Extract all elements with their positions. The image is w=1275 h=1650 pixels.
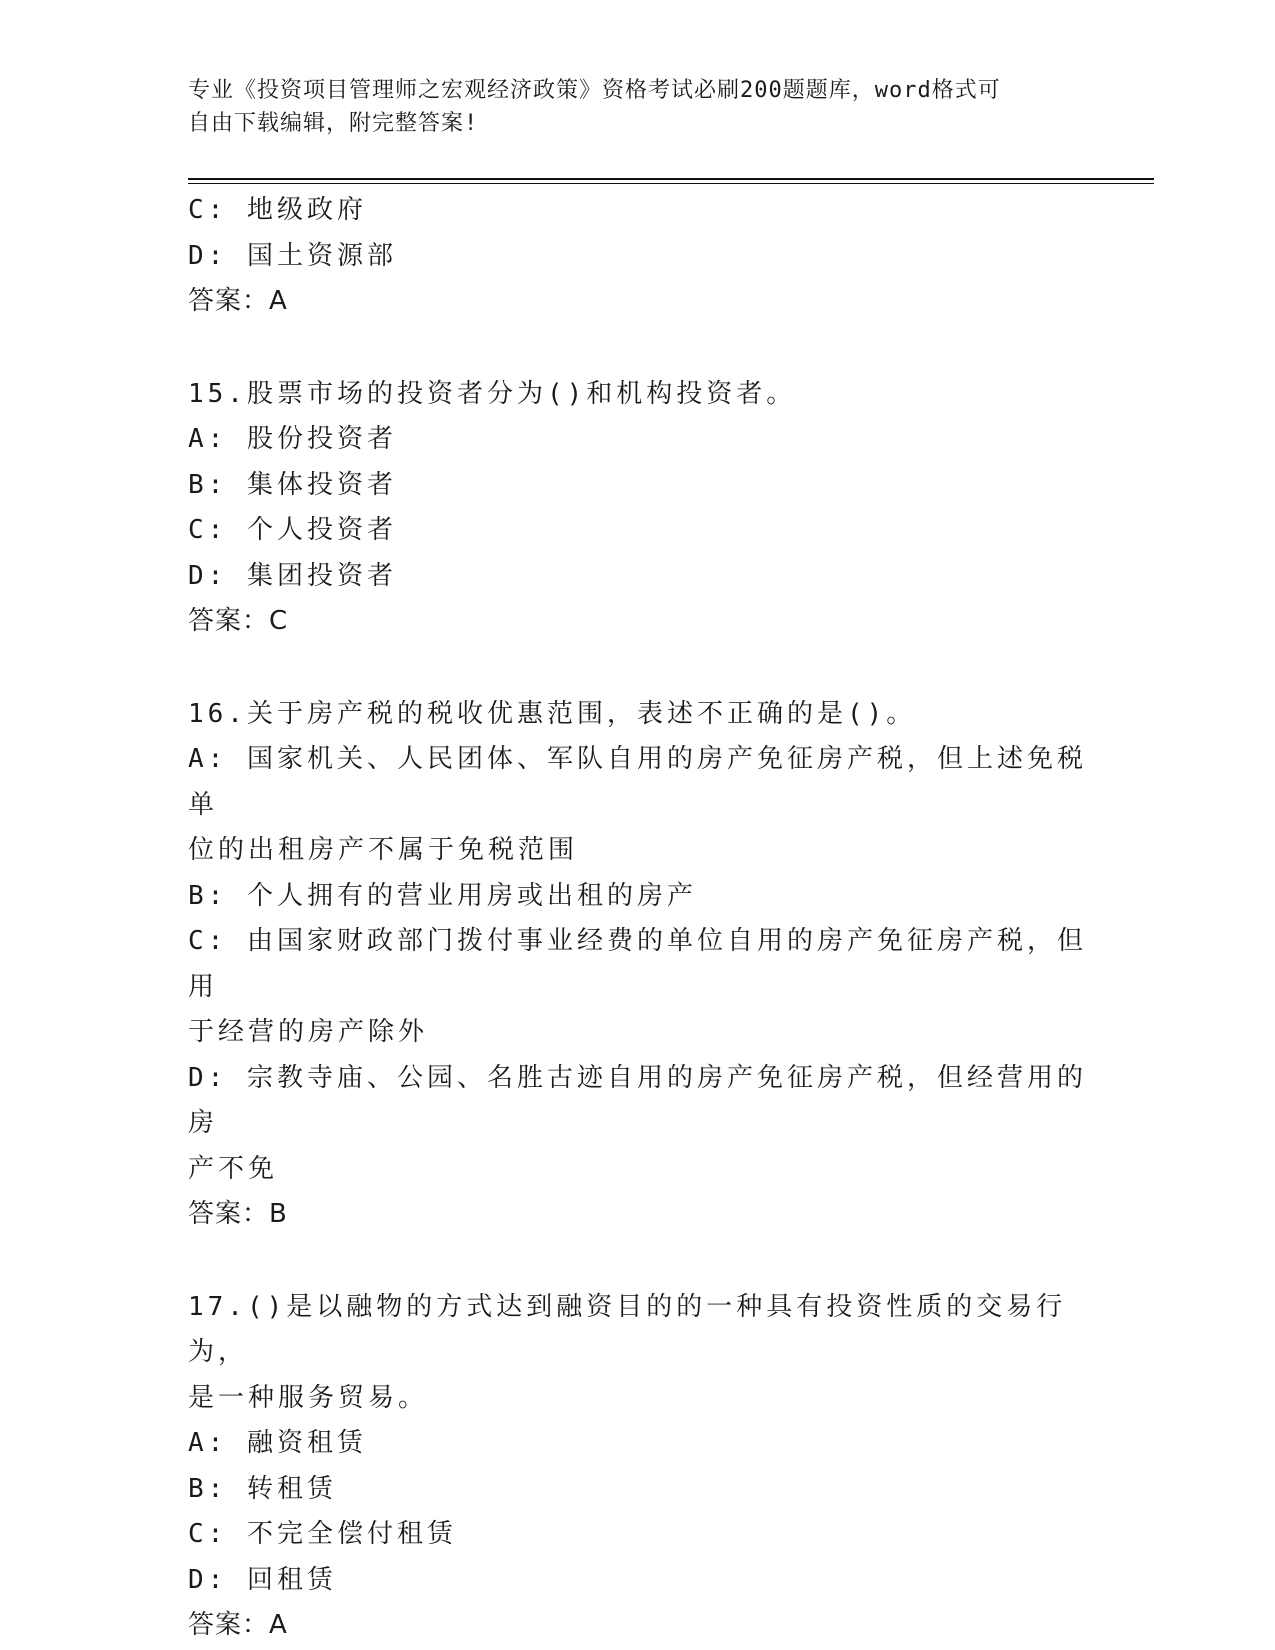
answer: 答案：A (188, 1610, 288, 1640)
header-line-2: 自由下载编辑，附完整答案! (188, 111, 479, 136)
question-list (188, 188, 1088, 1649)
option-c: C: 地级政府 (188, 195, 367, 225)
spacer (188, 645, 1088, 692)
question-15 (188, 372, 1088, 645)
answer: 答案：B (188, 1199, 288, 1229)
answer: 答案：C (188, 606, 289, 636)
question-stem: 15.股票市场的投资者分为()和机构投资者。 (188, 378, 797, 409)
option-a: A: 融资租赁 (188, 1428, 367, 1458)
spacer (188, 325, 1088, 372)
question-16 (188, 692, 1088, 1238)
option-c: C: 个人投资者 (188, 515, 397, 545)
header-rule-thick (188, 178, 1154, 180)
option-d: D: 回租赁 (188, 1564, 337, 1595)
question-stem: 16.关于房产税的税收优惠范围，表述不正确的是()。 (188, 698, 917, 729)
option-d: D: 国土资源部 (188, 240, 397, 271)
question-stem-line-1: 17.()是以融物的方式达到融资目的的一种具有投资性质的交易行为， (188, 1291, 1067, 1367)
question-continued (188, 188, 1088, 325)
option-d: D: 集团投资者 (188, 560, 397, 591)
answer: 答案：A (188, 286, 288, 316)
page-header (188, 74, 1068, 140)
question-stem-line-2: 是一种服务贸易。 (188, 1382, 429, 1413)
header-line-1: 专业《投资项目管理师之宏观经济政策》资格考试必刷200题题库，word格式可 (188, 78, 1001, 103)
option-c-line-2: 于经营的房产除外 (188, 1017, 429, 1047)
option-d-line-1: D: 宗教寺庙、公园、名胜古迹自用的房产免征房产税，但经营用的房 (188, 1062, 1087, 1138)
option-a-line-1: A: 国家机关、人民团体、军队自用的房产免征房产税，但上述免税单 (188, 744, 1087, 820)
option-b: B: 转租赁 (188, 1473, 337, 1504)
option-d-line-2: 产不免 (188, 1153, 279, 1184)
option-b: B: 个人拥有的营业用房或出租的房产 (188, 880, 697, 911)
option-b: B: 集体投资者 (188, 469, 397, 500)
header-rule-thin (188, 183, 1154, 184)
option-c: C: 不完全偿付租赁 (188, 1519, 457, 1549)
question-17 (188, 1285, 1088, 1649)
option-a-line-2: 位的出租房产不属于免税范围 (188, 835, 579, 865)
spacer (188, 1238, 1088, 1285)
option-a: A: 股份投资者 (188, 424, 397, 454)
option-c-line-1: C: 由国家财政部门拨付事业经费的单位自用的房产免征房产税，但用 (188, 926, 1087, 1002)
